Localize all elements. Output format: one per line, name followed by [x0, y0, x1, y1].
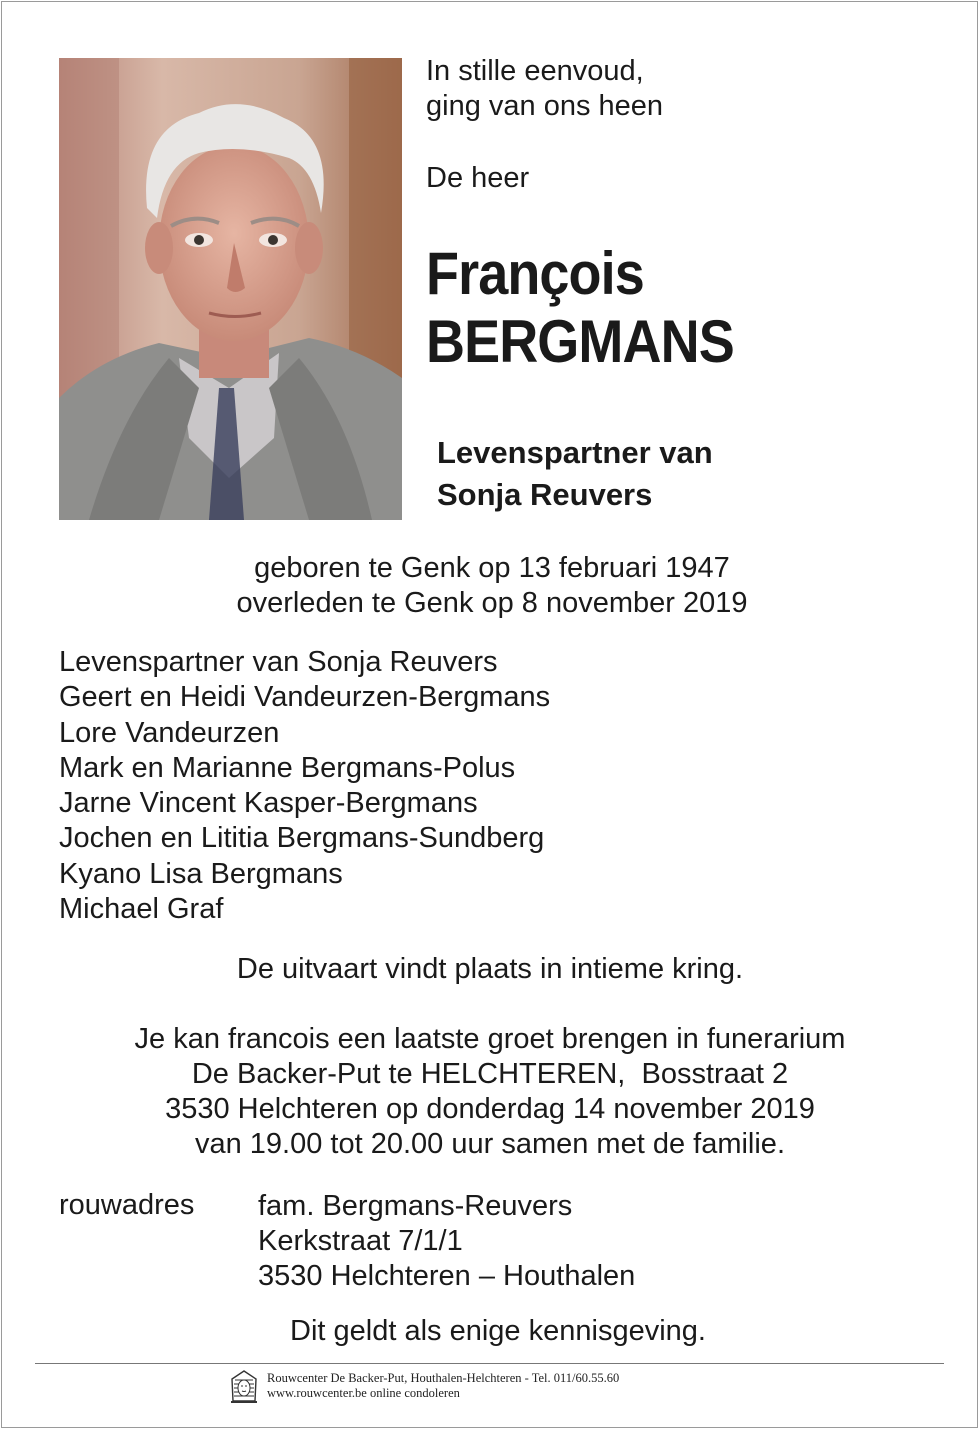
family-member: Geert en Heidi Vandeurzen-Bergmans	[59, 681, 551, 714]
family-member: Michael Graf	[59, 893, 224, 926]
last-name: BERGMANS	[426, 308, 734, 375]
visitation-line: van 19.00 tot 20.00 uur samen met de familie.	[194, 1128, 785, 1160]
life-dates	[2, 551, 980, 621]
visitation-info	[0, 1022, 980, 1162]
address-line: 3530 Helchteren – Houthalen	[258, 1260, 636, 1292]
mourning-address-label: rouwadres	[59, 1189, 195, 1221]
partner-line-2: Sonja Reuvers	[437, 477, 653, 512]
family-list	[59, 645, 550, 927]
footer-contact: Rouwcenter De Backer-Put, Houthalen-Helchteren - Tel. 011/60.55.60	[267, 1371, 620, 1385]
deceased-name	[426, 240, 734, 376]
family-member: Lore Vandeurzen	[59, 716, 280, 749]
family-member: Levenspartner van Sonja Reuvers	[59, 646, 498, 678]
visitation-line: Je kan francois een laatste groet brengen in funerarium	[134, 1023, 846, 1055]
partner-heading	[437, 432, 713, 516]
family-member: Jochen en Lititia Bergmans-Sundberg	[59, 822, 545, 855]
death-line: overleden te Genk op 8 november 2019	[236, 587, 748, 619]
intro-text	[426, 54, 663, 124]
visitation-line: 3530 Helchteren op donderdag 14 november 2019	[165, 1093, 815, 1125]
partner-line-1: Levenspartner van	[437, 435, 713, 470]
address-line: fam. Bergmans-Reuvers	[258, 1190, 573, 1222]
mourning-address	[258, 1189, 635, 1294]
notification-statement: Dit geldt als enige kennisgeving.	[290, 1315, 706, 1347]
family-member: Kyano Lisa Bergmans	[59, 857, 343, 890]
footer-divider	[35, 1363, 944, 1364]
birth-line: geboren te Genk op 13 februari 1947	[254, 552, 730, 584]
footer-website-link[interactable]: www.rouwcenter.be online condoleren	[267, 1386, 460, 1400]
intro-line-2: ging van ons heen	[426, 90, 664, 122]
address-line: Kerkstraat 7/1/1	[258, 1225, 463, 1257]
footer-text	[267, 1371, 619, 1401]
intro-line-1: In stille eenvoud,	[426, 55, 644, 87]
first-name: François	[426, 240, 644, 307]
honorific-title: De heer	[426, 162, 530, 194]
pharaoh-logo-icon	[229, 1370, 259, 1404]
family-member: Jarne Vincent Kasper-Bergmans	[59, 787, 478, 820]
family-member: Mark en Marianne Bergmans-Polus	[59, 751, 516, 784]
visitation-line: De Backer-Put te HELCHTEREN, Bosstraat 2	[191, 1058, 789, 1090]
portrait-photo	[59, 58, 402, 520]
funeral-notice: De uitvaart vindt plaats in intieme kring.	[236, 953, 744, 985]
